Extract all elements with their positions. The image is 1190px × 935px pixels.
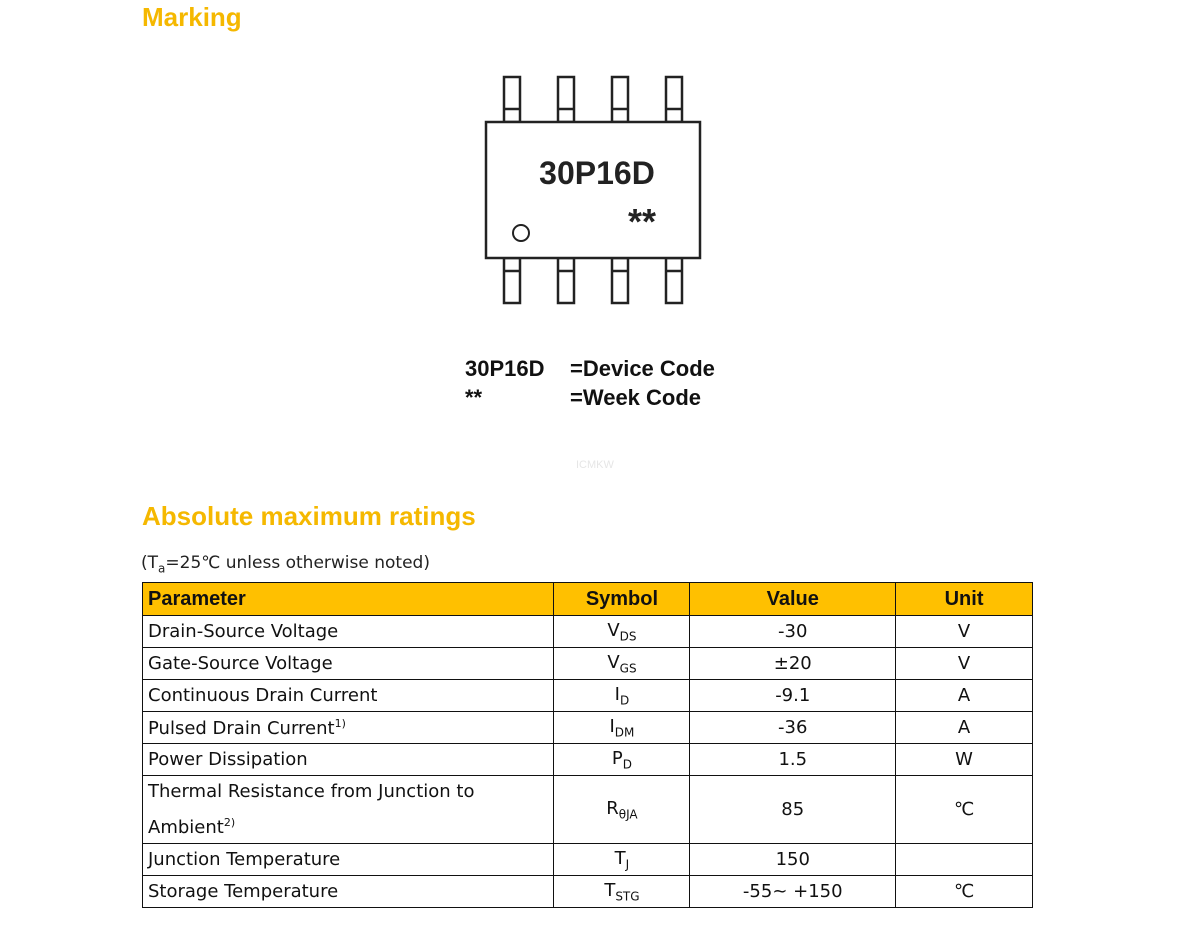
bottom-pins — [504, 258, 682, 303]
symbol-sub: STG — [615, 889, 640, 904]
symbol-sub: DS — [619, 629, 637, 644]
test-condition-note — [141, 553, 430, 575]
param-text: Storage Temperature — [148, 881, 339, 902]
symbol-sub: J — [625, 857, 630, 872]
table-row — [143, 712, 1033, 744]
param-text: Continuous Drain Current — [148, 685, 378, 706]
cell-parameter — [143, 776, 554, 844]
symbol-text: I — [609, 715, 615, 737]
cell-value: -36 — [690, 712, 896, 744]
cell-parameter — [143, 712, 554, 744]
cell-value: 85 — [690, 776, 896, 844]
footnote-marker: 1) — [334, 716, 346, 730]
param-text: Junction Temperature — [148, 849, 341, 870]
cell-symbol — [554, 616, 690, 648]
cell-symbol — [554, 744, 690, 776]
cell-symbol — [554, 876, 690, 908]
symbol-sub: GS — [619, 661, 637, 676]
param-text: Thermal Resistance from Junction to Ambient — [148, 781, 475, 838]
cell-parameter — [143, 876, 554, 908]
chip-week-code: ** — [627, 201, 657, 242]
chip-marking-diagram — [470, 72, 720, 312]
top-pins — [504, 77, 682, 122]
cell-parameter — [143, 680, 554, 712]
cell-unit: ℃ — [896, 776, 1033, 844]
table-row — [143, 844, 1033, 876]
cell-unit — [896, 844, 1033, 876]
symbol-text: V — [607, 619, 620, 641]
header-unit: Unit — [896, 583, 1033, 616]
condition-sub: a — [158, 561, 166, 576]
cell-parameter — [143, 648, 554, 680]
param-text: Power Dissipation — [148, 749, 308, 770]
param-text: Pulsed Drain Current — [148, 717, 335, 739]
symbol-text: T — [614, 847, 626, 869]
cell-value: 1.5 — [690, 744, 896, 776]
table-row — [143, 776, 1033, 844]
table-row — [143, 616, 1033, 648]
cell-value: 150 — [690, 844, 896, 876]
cell-unit: V — [896, 616, 1033, 648]
legend-key: ** — [465, 385, 483, 410]
symbol-text: T — [604, 879, 616, 901]
condition-rest: =25℃ unless otherwise noted) — [165, 553, 430, 573]
cell-symbol — [554, 712, 690, 744]
table-row — [143, 876, 1033, 908]
header-value: Value — [690, 583, 896, 616]
legend-value: =Week Code — [570, 385, 702, 410]
cell-parameter — [143, 616, 554, 648]
ratings-title: Absolute maximum ratings — [142, 501, 476, 531]
cell-unit: ℃ — [896, 876, 1033, 908]
legend-value: =Device Code — [570, 356, 715, 381]
symbol-sub: θJA — [618, 807, 638, 822]
cell-unit: A — [896, 680, 1033, 712]
param-text: Drain-Source Voltage — [148, 621, 339, 642]
symbol-text: I — [614, 683, 620, 705]
symbol-sub: DM — [614, 725, 635, 740]
table-header-row — [143, 583, 1033, 616]
cell-value: -30 — [690, 616, 896, 648]
condition-open: (T — [141, 553, 159, 573]
legend-row-week — [465, 383, 715, 412]
cell-unit: V — [896, 648, 1033, 680]
ratings-table — [142, 582, 1033, 908]
symbol-text: P — [611, 747, 623, 769]
cell-unit: A — [896, 712, 1033, 744]
cell-parameter — [143, 844, 554, 876]
footnote-marker: 2) — [223, 816, 236, 829]
legend-row-device — [465, 354, 715, 383]
cell-unit: W — [896, 744, 1033, 776]
marking-title: Marking — [142, 2, 242, 32]
chip-device-code: 30P16D — [539, 155, 655, 191]
table-row — [143, 680, 1033, 712]
watermark: ICMKW — [576, 459, 614, 471]
cell-value: -55~ +150 — [690, 876, 896, 908]
cell-symbol — [554, 844, 690, 876]
header-symbol: Symbol — [554, 583, 690, 616]
cell-parameter — [143, 744, 554, 776]
cell-value: -9.1 — [690, 680, 896, 712]
table-row — [143, 648, 1033, 680]
header-parameter: Parameter — [143, 583, 554, 616]
legend-key: 30P16D — [465, 356, 545, 381]
symbol-text: V — [607, 651, 620, 673]
symbol-sub: D — [619, 693, 630, 708]
pin1-indicator-icon — [513, 225, 529, 241]
cell-symbol — [554, 680, 690, 712]
table-row — [143, 744, 1033, 776]
cell-symbol — [554, 648, 690, 680]
symbol-sub: D — [622, 757, 632, 772]
cell-symbol — [554, 776, 690, 844]
symbol-text: R — [606, 797, 619, 819]
cell-value: ±20 — [690, 648, 896, 680]
param-text: Gate-Source Voltage — [148, 653, 333, 674]
marking-legend — [465, 354, 715, 412]
